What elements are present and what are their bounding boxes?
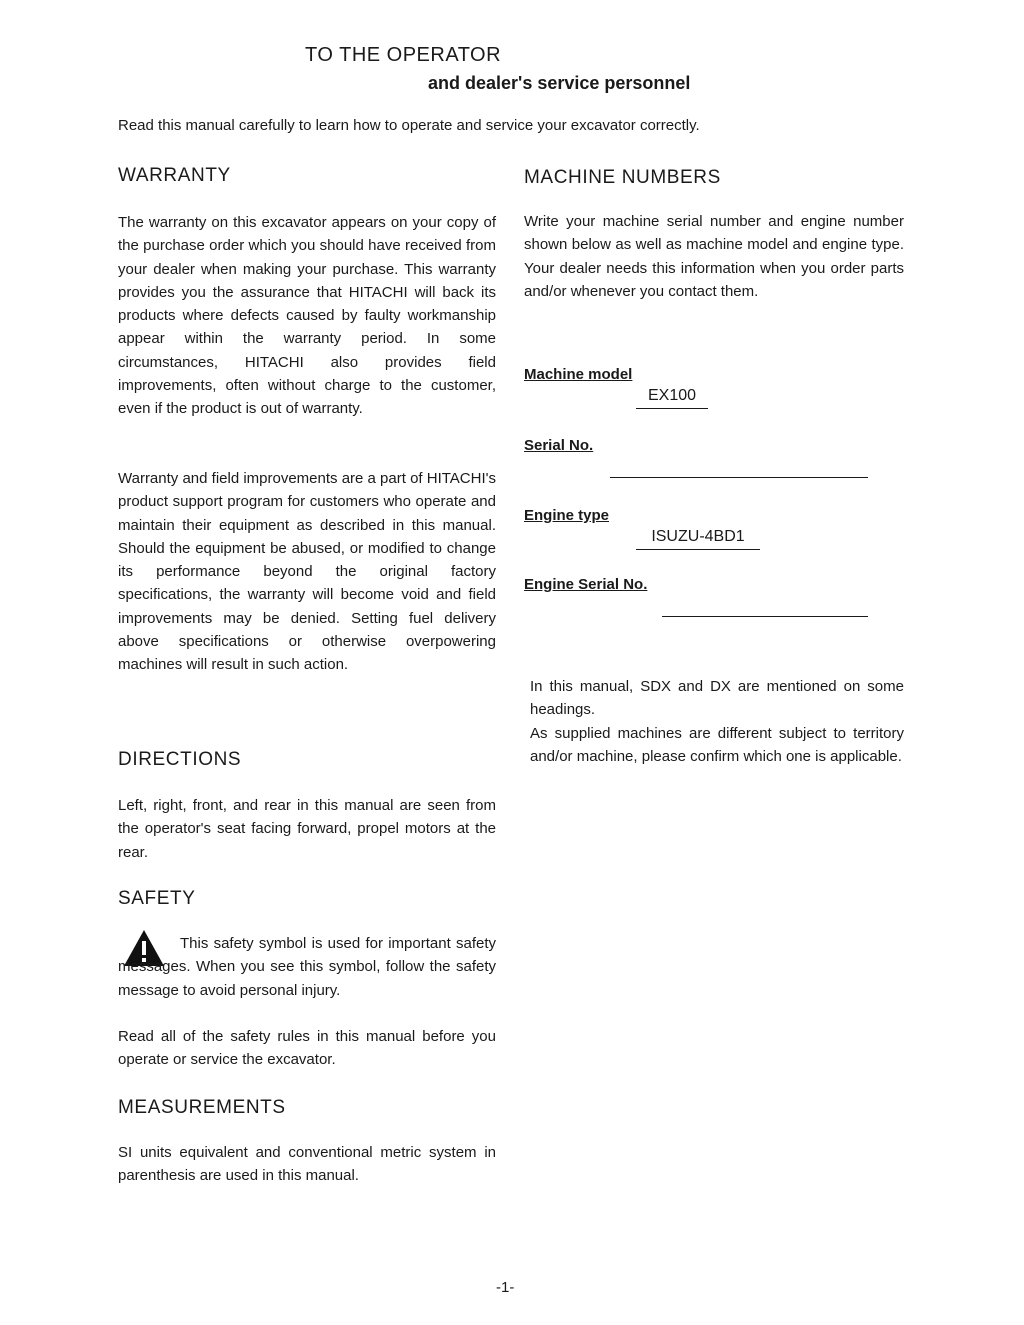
warranty-heading: WARRANTY [118, 165, 231, 186]
page-number: -1- [496, 1279, 515, 1296]
note-paragraph-1: In this manual, SDX and DX are mentioned on some headings. [530, 678, 904, 719]
measurements-paragraph: SI units equivalent and conventional metric system in parenthesis are used in this manual. [118, 1144, 496, 1185]
directions-heading: DIRECTIONS [118, 749, 242, 770]
directions-paragraph: Left, right, front, and rear in this manual are seen from the operator's seat facing forward, propel motors at the rear. [118, 797, 496, 861]
machine-model-value: EX100 [636, 384, 708, 409]
machine-numbers-heading: MACHINE NUMBERS [524, 167, 721, 188]
safety-heading: SAFETY [118, 888, 196, 909]
page-title: TO THE OPERATOR [305, 44, 502, 66]
safety-paragraph-1: This safety symbol is used for important safety messages. When you see this symbol, follow the safety message to avoid personal injury. [118, 935, 496, 999]
machine-model-label: Machine model [524, 366, 633, 383]
engine-type-value: ISUZU-4BD1 [636, 525, 760, 550]
note-paragraph-2: As supplied machines are different subject to territory and/or machine, please confirm which one is applicable. [530, 725, 904, 766]
intro-text: Read this manual carefully to learn how to operate and service your excavator correctly. [118, 117, 700, 134]
page-subtitle: and dealer's service personnel [428, 73, 691, 93]
measurements-heading: MEASUREMENTS [118, 1097, 286, 1118]
serial-no-label: Serial No. [524, 437, 594, 454]
machine-numbers-paragraph: Write your machine serial number and engine number shown below as well as machine model and engine type. Your dealer needs this information when you order parts and/or whenever you contact them. [524, 213, 904, 300]
engine-type-label: Engine type [524, 507, 610, 524]
safety-paragraph-2: Read all of the safety rules in this manual before you operate or service the excavator. [118, 1028, 496, 1069]
warranty-paragraph-2: Warranty and field improvements are a part of HITACHI's product support program for customers who operate and maintain their equipment as described in this manual. Should the equipment be abused, or modified to change its performance beyond the original factory specifications, the warranty will become void and field improvements may be denied. Setting fuel delivery above specifications or otherwise overpowering machines will result in such action. [118, 470, 496, 674]
serial-no-line [610, 477, 868, 478]
engine-serial-no-label: Engine Serial No. [524, 576, 648, 593]
warranty-paragraph-1: The warranty on this excavator appears on your copy of the purchase order which you should have received from your dealer when making your purchase. This warranty provides you the assurance that HITACHI will back its products where defects caused by faulty workmanship appear within the warranty period. In some circumstances, HITACHI also provides field improvements, often without charge to the customer, even if the product is out of warranty. [118, 214, 496, 418]
engine-serial-no-line [662, 616, 868, 617]
